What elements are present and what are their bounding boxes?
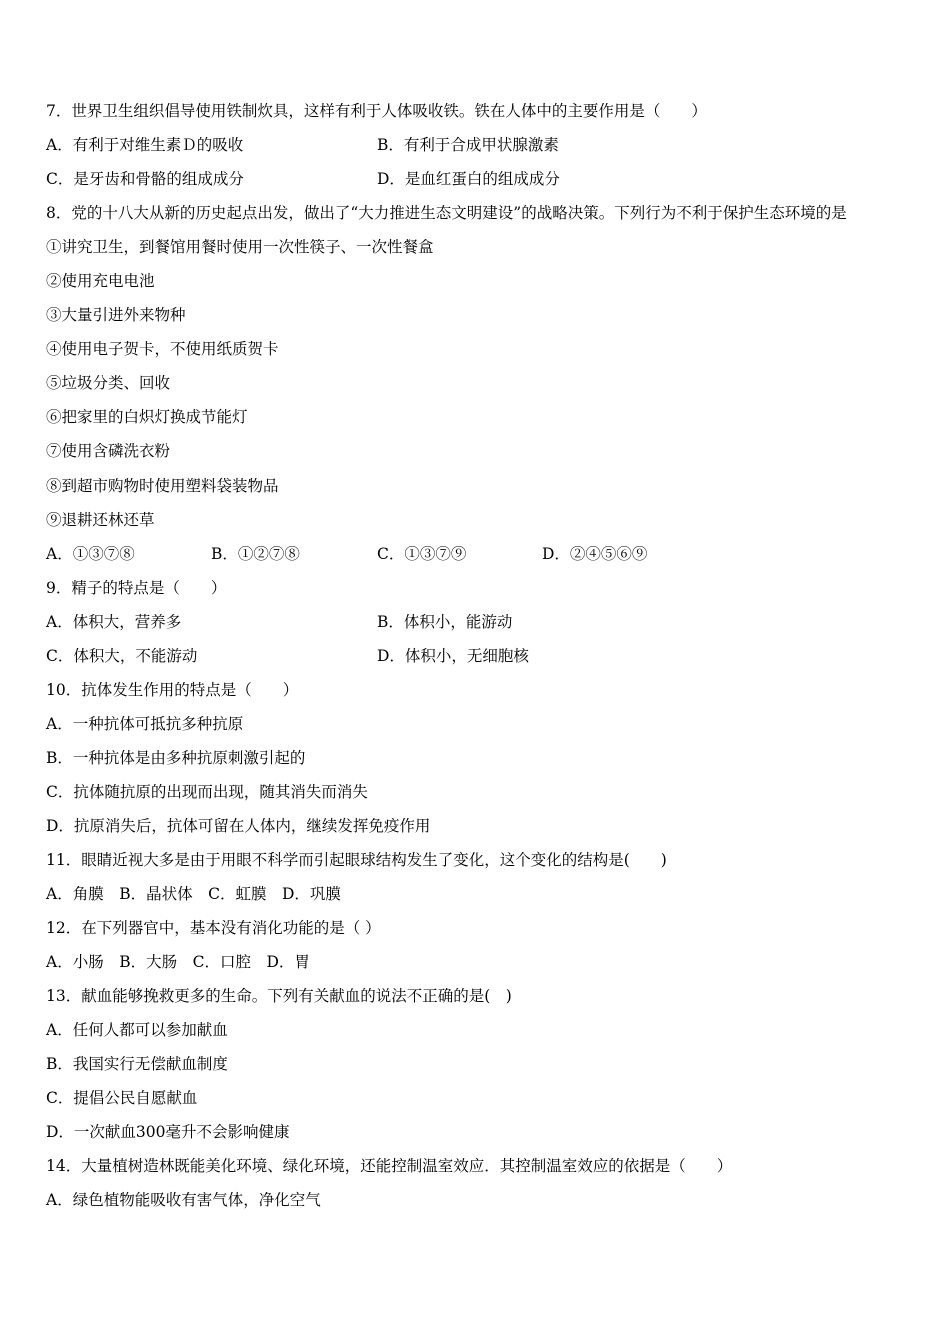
question-8-option-b: B．①②⑦⑧ [211, 545, 300, 563]
question-10-option-c: C．抗体随抗原的出现而出现，随其消失而消失 [46, 783, 368, 801]
question-7-option-b: B．有利于合成甲状腺激素 [377, 136, 559, 154]
question-8-item: ⑦使用含磷洗衣粉 [46, 442, 171, 460]
question-7-option-a: A．有利于对维生素Ｄ的吸收 [46, 136, 244, 154]
question-8-item: ⑥把家里的白炽灯换成节能灯 [46, 408, 248, 426]
question-10-option-b: B．一种抗体是由多种抗原刺激引起的 [46, 749, 306, 767]
question-12-options: A．小肠 B．大肠 C．口腔 D．胃 [46, 953, 310, 971]
question-10-option-a: A．一种抗体可抵抗多种抗原 [46, 715, 244, 733]
question-7-stem: 7．世界卫生组织倡导使用铁制炊具，这样有利于人体吸收铁。铁在人体中的主要作用是（ ） [46, 102, 707, 120]
question-10-stem: 10．抗体发生作用的特点是（ ） [46, 681, 299, 699]
question-9-stem: 9．精子的特点是（ ） [46, 579, 227, 597]
question-8-item: ②使用充电电池 [46, 272, 155, 290]
question-13-option-a: A．任何人都可以参加献血 [46, 1021, 228, 1039]
question-8-item: ⑨退耕还林还草 [46, 511, 155, 529]
question-12-stem: 12．在下列器官中，基本没有消化功能的是（ ） [46, 919, 381, 937]
question-9-option-b: B．体积小，能游动 [377, 613, 513, 631]
question-10-option-d: D．抗原消失后，抗体可留在人体内，继续发挥免疫作用 [46, 817, 431, 835]
question-8-option-a: A．①③⑦⑧ [46, 545, 135, 563]
question-14-stem: 14．大量植树造林既能美化环境、绿化环境，还能控制温室效应．其控制温室效应的依据是（ ） [46, 1157, 733, 1175]
question-13-stem: 13．献血能够挽救更多的生命。下列有关献血的说法不正确的是( ) [46, 987, 512, 1005]
question-8-item: ①讲究卫生，到餐馆用餐时使用一次性筷子、一次性餐盒 [46, 238, 434, 256]
question-8-item: ③大量引进外来物种 [46, 306, 186, 324]
question-8-item: ⑧到超市购物时使用塑料袋装物品 [46, 477, 279, 495]
question-9-option-d: D．体积小，无细胞核 [377, 647, 529, 665]
question-8-item: ⑤垃圾分类、回收 [46, 374, 171, 392]
question-8-option-c: C．①③⑦⑨ [377, 545, 467, 563]
question-9-option-a: A．体积大，营养多 [46, 613, 182, 631]
question-14-option-a: A．绿色植物能吸收有害气体，净化空气 [46, 1191, 321, 1209]
question-13-option-b: B．我国实行无偿献血制度 [46, 1055, 228, 1073]
question-13-option-d: D．一次献血300毫升不会影响健康 [46, 1123, 290, 1141]
question-7-option-c: C．是牙齿和骨骼的组成成分 [46, 170, 244, 188]
question-13-option-c: C．提倡公民自愿献血 [46, 1089, 198, 1107]
question-11-stem: 11．眼睛近视大多是由于用眼不科学而引起眼球结构发生了变化，这个变化的结构是( ) [46, 851, 667, 869]
question-8-stem: 8．党的十八大从新的历史起点出发，做出了“大力推进生态文明建设”的战略决策。下列行为不利于保护生态环境的是 [46, 204, 847, 222]
question-11-options: A．角膜 B．晶状体 C．虹膜 D．巩膜 [46, 885, 341, 903]
question-7-option-d: D．是血红蛋白的组成成分 [377, 170, 560, 188]
question-9-option-c: C．体积大，不能游动 [46, 647, 198, 665]
question-8-option-d: D．②④⑤⑥⑨ [542, 545, 648, 563]
question-8-item: ④使用电子贺卡，不使用纸质贺卡 [46, 340, 279, 358]
